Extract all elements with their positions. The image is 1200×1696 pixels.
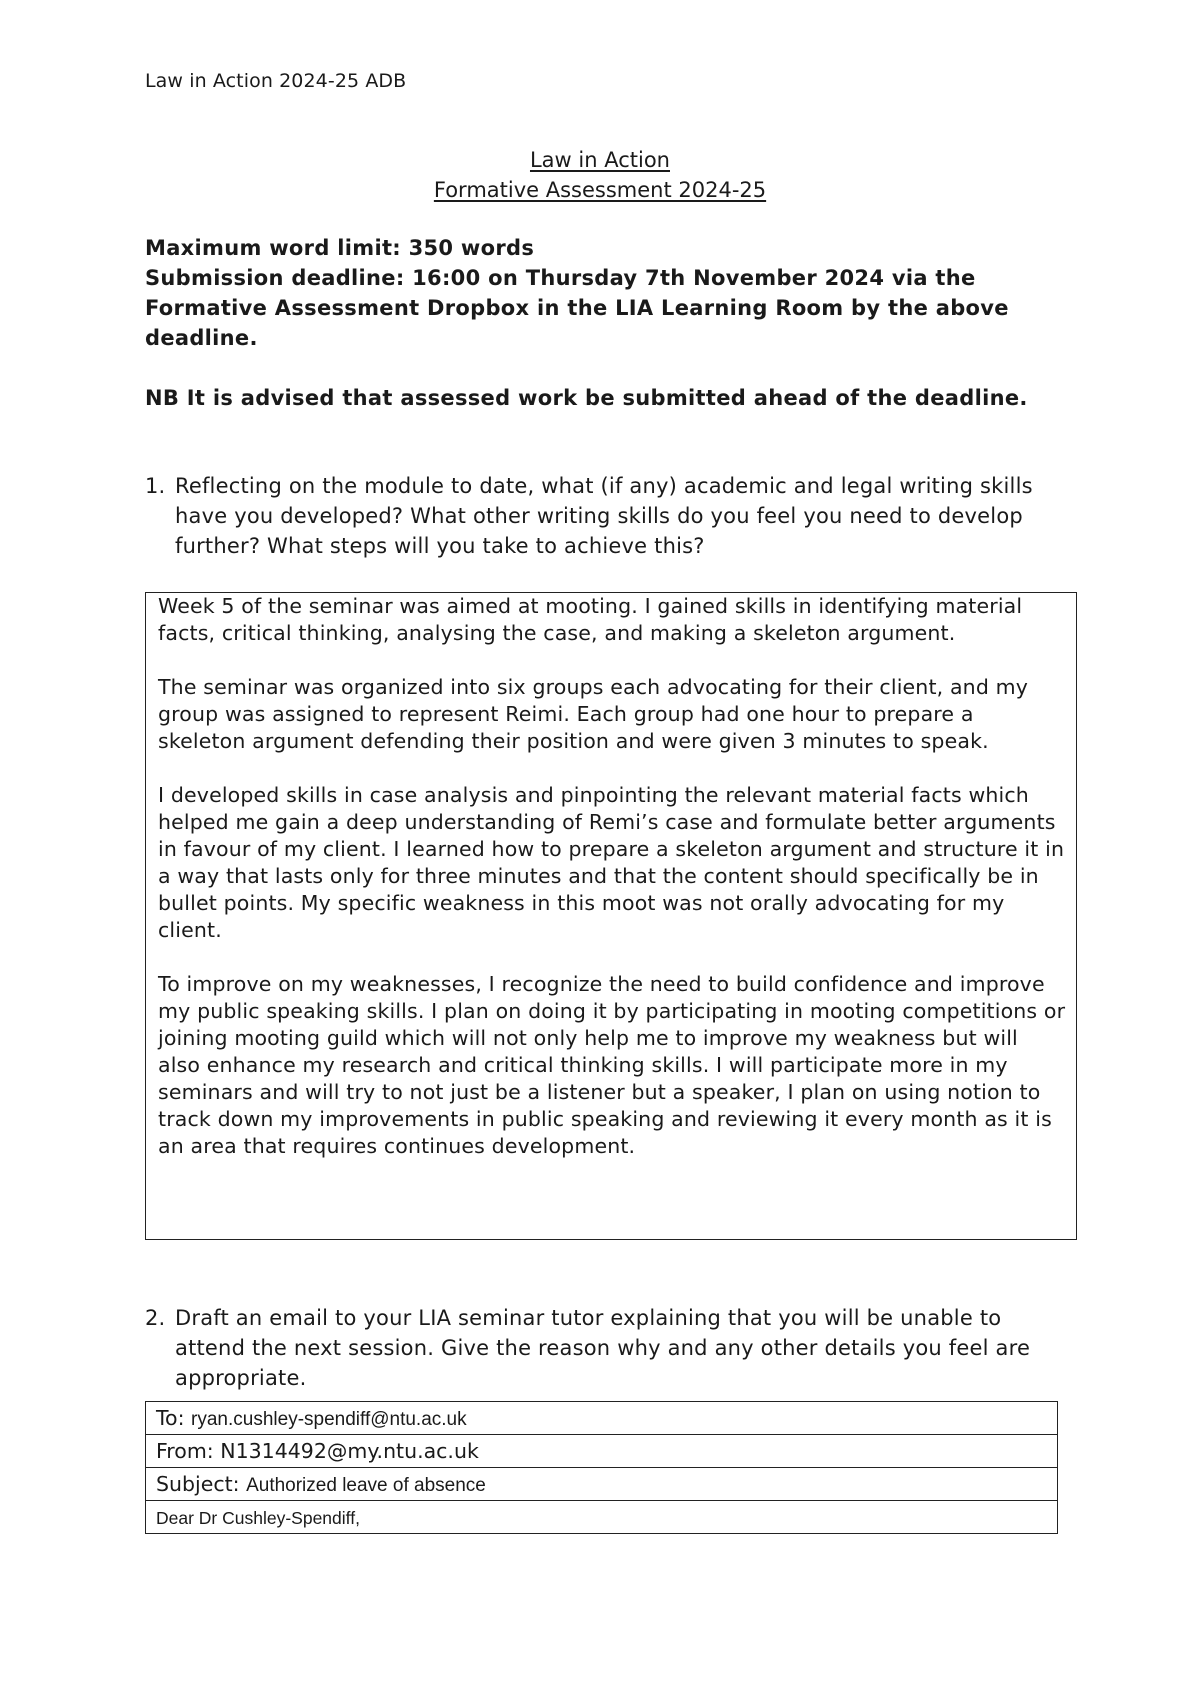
- email-from-label: From:: [156, 1439, 214, 1463]
- submission-info: [145, 233, 1065, 353]
- word-limit: Maximum word limit: 350 words: [145, 236, 535, 260]
- answer-paragraph: To improve on my weaknesses, I recognize the need to build confidence and improve my public speaking skills. I plan on doing it by participating in mooting competitions or joining mooting guild which will not only help me to improve my weakness but will also enhance my research and critical thinking skills. I will participate more in my seminars and will try to not just be a listener but a speaker, I plan on using notion to track down my improvements in public speaking and reviewing it every month as it is an area that requires continues development.: [158, 972, 1066, 1158]
- email-greeting-row: [146, 1501, 1058, 1534]
- email-from-value: N1314492@my.ntu.ac.uk: [220, 1439, 479, 1463]
- title-line-1: Law in Action: [529, 148, 670, 172]
- title-line-2: Formative Assessment 2024-25: [433, 178, 767, 202]
- email-draft-table: [145, 1401, 1058, 1534]
- email-subject-row: [146, 1468, 1058, 1501]
- answer-1-box: [145, 592, 1077, 1240]
- answer-paragraph: I developed skills in case analysis and pinpointing the relevant material facts which helped me gain a deep understanding of Remi’s case and formulate better arguments in favour of my client. I learned how to prepare a skeleton argument and structure it in a way that lasts only for three minutes and that the content should specifically be in bullet points. My specific weakness in this moot was not orally advocating for my client.: [158, 783, 1065, 942]
- email-greeting: Dear Dr Cushley-Spendiff,: [156, 1508, 360, 1528]
- email-subject-value: Authorized leave of absence: [246, 1474, 486, 1496]
- question-1: [145, 471, 1045, 561]
- email-to-label: To:: [156, 1405, 185, 1430]
- email-subject-label: Subject:: [156, 1471, 240, 1496]
- email-from-row: [146, 1435, 1058, 1468]
- answer-paragraph: Week 5 of the seminar was aimed at mooting. I gained skills in identifying material facts, critical thinking, analysing the case, and making a skeleton argument.: [158, 594, 1023, 645]
- question-1-number: 1.: [145, 474, 166, 498]
- question-2: [145, 1303, 1045, 1393]
- question-2-number: 2.: [145, 1306, 166, 1330]
- question-1-text: Reflecting on the module to date, what (if any) academic and legal writing skills have you developed? What other writing skills do you feel you need to develop further? What steps will you take to achieve this?: [175, 474, 1033, 558]
- nb-notice: [145, 383, 1065, 413]
- submission-deadline: Submission deadline: 16:00 on Thursday 7th November 2024 via the Formative Assessment Dropbox in the LIA Learning Room by the above deadline.: [145, 266, 1009, 350]
- nb-text: NB It is advised that assessed work be submitted ahead of the deadline.: [145, 386, 1028, 410]
- page-header: Law in Action 2024-25 ADB: [145, 70, 407, 92]
- email-to-value: ryan.cushley-spendiff@ntu.ac.uk: [191, 1408, 467, 1430]
- document-title: [0, 145, 1200, 205]
- email-to-row: [146, 1402, 1058, 1435]
- question-2-text: Draft an email to your LIA seminar tutor explaining that you will be unable to attend the next session. Give the reason why and any other details you feel are appropriate.: [175, 1306, 1031, 1390]
- answer-paragraph: The seminar was organized into six groups each advocating for their client, and my group was assigned to represent Reimi. Each group had one hour to prepare a skeleton argument defending their position and were given 3 minutes to speak.: [158, 675, 1029, 753]
